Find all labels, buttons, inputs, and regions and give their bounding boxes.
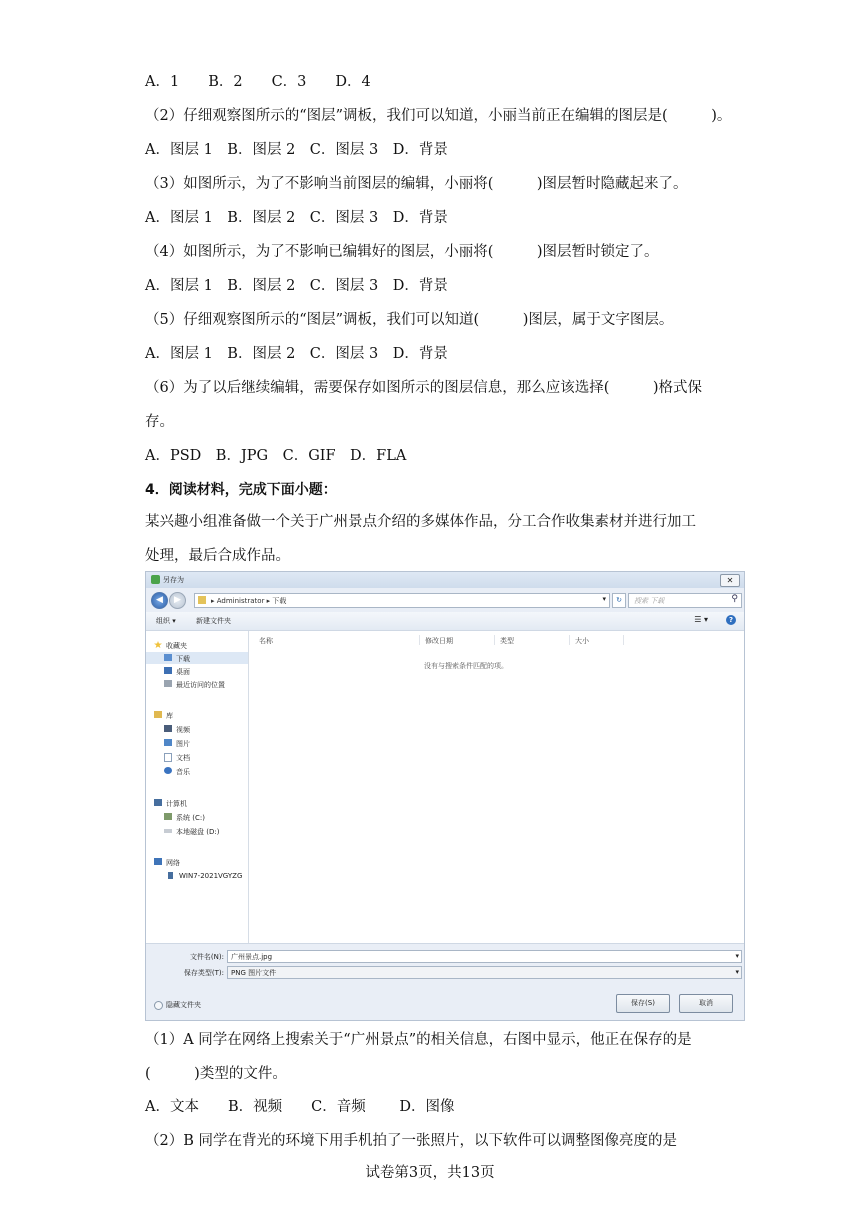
nav-drive-c[interactable] bbox=[146, 811, 248, 823]
nav-label: 收藏夹 bbox=[166, 642, 187, 650]
column-divider[interactable] bbox=[569, 635, 570, 645]
section-heading: 4．阅读材料，完成下面小题： bbox=[145, 482, 337, 498]
question-3-text: （3）如图所示，为了不影响当前图层的编辑，小丽将( )图层暂时隐藏起来了。 bbox=[145, 176, 688, 192]
question-6-text-cont: 存。 bbox=[145, 414, 174, 430]
nav-label: 最近访问的位置 bbox=[176, 681, 225, 689]
column-divider[interactable] bbox=[494, 635, 495, 645]
download-icon bbox=[164, 654, 172, 661]
nav-label: 库 bbox=[166, 712, 173, 720]
back-button[interactable]: ◀ bbox=[151, 592, 168, 609]
save-options bbox=[146, 943, 744, 1021]
filetype-label: 保存类型(T): bbox=[183, 969, 224, 977]
filename-value: 广州景点.jpg bbox=[231, 953, 273, 961]
nav-recent[interactable] bbox=[146, 678, 248, 690]
chevron-down-icon[interactable]: ▾ bbox=[602, 595, 606, 603]
file-list[interactable] bbox=[249, 631, 744, 943]
column-type[interactable]: 类型 bbox=[500, 637, 514, 645]
nav-label: 系统 (C:) bbox=[176, 814, 205, 822]
view-menu[interactable]: ☰ ▾ bbox=[694, 615, 708, 624]
nav-videos[interactable] bbox=[146, 723, 248, 735]
nav-favorites[interactable] bbox=[146, 639, 248, 651]
refresh-button[interactable]: ↻ bbox=[612, 593, 626, 608]
folder-icon bbox=[198, 596, 206, 604]
save-icon bbox=[151, 575, 160, 584]
save-as-dialog bbox=[145, 571, 745, 1021]
nav-network[interactable] bbox=[146, 856, 248, 868]
nav-libraries[interactable] bbox=[146, 709, 248, 721]
nav-network-pc[interactable] bbox=[146, 870, 248, 882]
new-folder-button[interactable]: 新建文件夹 bbox=[196, 617, 231, 625]
subquestion-1-text: （1）A 同学在网络上搜索关于“广州景点”的相关信息，右图中显示，他正在保存的是 bbox=[145, 1032, 692, 1048]
column-name[interactable]: 名称 bbox=[259, 637, 273, 645]
network-icon bbox=[154, 858, 162, 865]
options-line: A．图层 1 B．图层 2 C．图层 3 D．背景 bbox=[145, 346, 448, 362]
nav-label: 音乐 bbox=[176, 768, 190, 776]
nav-label: 本地磁盘 (D:) bbox=[176, 828, 220, 836]
chevron-down-icon[interactable]: ▾ bbox=[735, 952, 739, 960]
picture-icon bbox=[164, 739, 172, 746]
filetype-value: PNG 图片文件 bbox=[231, 969, 277, 977]
address-bar-row bbox=[146, 589, 744, 611]
question-5-text: （5）仔细观察图所示的“图层”调板，我们可以知道( )图层，属于文字图层。 bbox=[145, 312, 674, 328]
nav-label: WIN7-2021VGYZG bbox=[179, 872, 243, 880]
nav-pictures[interactable] bbox=[146, 737, 248, 749]
options-line: A．文本 B．视频 C．音频 D．图像 bbox=[145, 1099, 455, 1115]
nav-label: 计算机 bbox=[166, 800, 187, 808]
chevron-up-icon bbox=[154, 1001, 163, 1010]
recent-places-icon bbox=[164, 680, 172, 687]
close-button[interactable]: ✕ bbox=[720, 574, 740, 587]
filetype-select[interactable] bbox=[227, 966, 742, 979]
star-icon bbox=[154, 641, 162, 648]
nav-drive-d[interactable] bbox=[146, 825, 248, 837]
options-line: A．图层 1 B．图层 2 C．图层 3 D．背景 bbox=[145, 142, 448, 158]
nav-label: 桌面 bbox=[176, 668, 190, 676]
column-date[interactable]: 修改日期 bbox=[425, 637, 453, 645]
nav-label: 下载 bbox=[176, 655, 190, 663]
address-path: ▸ Administrator ▸ 下载 bbox=[211, 597, 287, 605]
video-icon bbox=[164, 725, 172, 732]
search-placeholder: 搜索 下载 bbox=[634, 597, 665, 605]
filename-field[interactable] bbox=[227, 950, 742, 963]
nav-label: 图片 bbox=[176, 740, 190, 748]
column-divider[interactable] bbox=[623, 635, 624, 645]
nav-label: 视频 bbox=[176, 726, 190, 734]
subquestion-1-text-cont: ( )类型的文件。 bbox=[145, 1066, 287, 1082]
computer-icon bbox=[154, 799, 162, 806]
dialog-titlebar bbox=[146, 572, 744, 588]
help-icon[interactable]: ? bbox=[726, 615, 736, 625]
empty-message: 没有与搜索条件匹配的项。 bbox=[424, 662, 508, 670]
options-line: A．图层 1 B．图层 2 C．图层 3 D．背景 bbox=[145, 278, 448, 294]
navigation-pane bbox=[146, 631, 249, 943]
computer-icon bbox=[168, 872, 173, 879]
desktop-icon bbox=[164, 667, 172, 674]
question-4-text: （4）如图所示，为了不影响已编辑好的图层，小丽将( )图层暂时锁定了。 bbox=[145, 244, 659, 260]
options-line: A．1 B．2 C．3 D．4 bbox=[145, 74, 371, 90]
document-icon bbox=[164, 753, 172, 762]
material-text: 某兴趣小组准备做一个关于广州景点介绍的多媒体作品，分工合作收集素材并进行加工 bbox=[145, 514, 696, 530]
dialog-title: 另存为 bbox=[163, 576, 184, 584]
filename-label: 文件名(N): bbox=[189, 953, 224, 961]
page-footer: 试卷第3页，共13页 bbox=[365, 1165, 495, 1181]
nav-computer[interactable] bbox=[146, 797, 248, 809]
cancel-button[interactable]: 取消 bbox=[679, 994, 733, 1013]
hide-folders-label: 隐藏文件夹 bbox=[166, 1001, 201, 1009]
forward-button[interactable]: ▶ bbox=[169, 592, 186, 609]
organize-menu[interactable]: 组织 ▾ bbox=[156, 617, 176, 625]
nav-music[interactable] bbox=[146, 765, 248, 777]
question-6-text: （6）为了以后继续编辑，需要保存如图所示的图层信息，那么应该选择( )格式保 bbox=[145, 380, 703, 396]
hard-drive-icon bbox=[164, 829, 172, 833]
music-icon bbox=[164, 767, 172, 774]
nav-documents[interactable] bbox=[146, 751, 248, 763]
save-button[interactable]: 保存(S) bbox=[616, 994, 670, 1013]
search-input[interactable] bbox=[628, 593, 742, 608]
column-size[interactable]: 大小 bbox=[575, 637, 589, 645]
nav-label: 网络 bbox=[166, 859, 180, 867]
nav-label: 文档 bbox=[176, 754, 190, 762]
address-bar[interactable] bbox=[194, 593, 610, 608]
chevron-down-icon[interactable]: ▾ bbox=[735, 968, 739, 976]
nav-downloads[interactable] bbox=[146, 652, 248, 664]
search-icon[interactable]: ⚲ bbox=[731, 594, 738, 604]
options-line: A．图层 1 B．图层 2 C．图层 3 D．背景 bbox=[145, 210, 448, 226]
column-divider[interactable] bbox=[419, 635, 420, 645]
options-line: A．PSD B．JPG C．GIF D．FLA bbox=[145, 448, 407, 464]
library-icon bbox=[154, 711, 162, 718]
nav-desktop[interactable] bbox=[146, 665, 248, 677]
dialog-toolbar bbox=[146, 612, 744, 631]
material-text-cont: 处理，最后合成作品。 bbox=[145, 548, 290, 564]
hide-folders-toggle[interactable] bbox=[154, 1000, 201, 1010]
subquestion-2-text: （2）B 同学在背光的环境下用手机拍了一张照片，以下软件可以调整图像亮度的是 bbox=[145, 1133, 677, 1149]
question-2-text: （2）仔细观察图所示的“图层”调板，我们可以知道，小丽当前正在编辑的图层是( )。 bbox=[145, 108, 732, 124]
system-drive-icon bbox=[164, 813, 172, 820]
